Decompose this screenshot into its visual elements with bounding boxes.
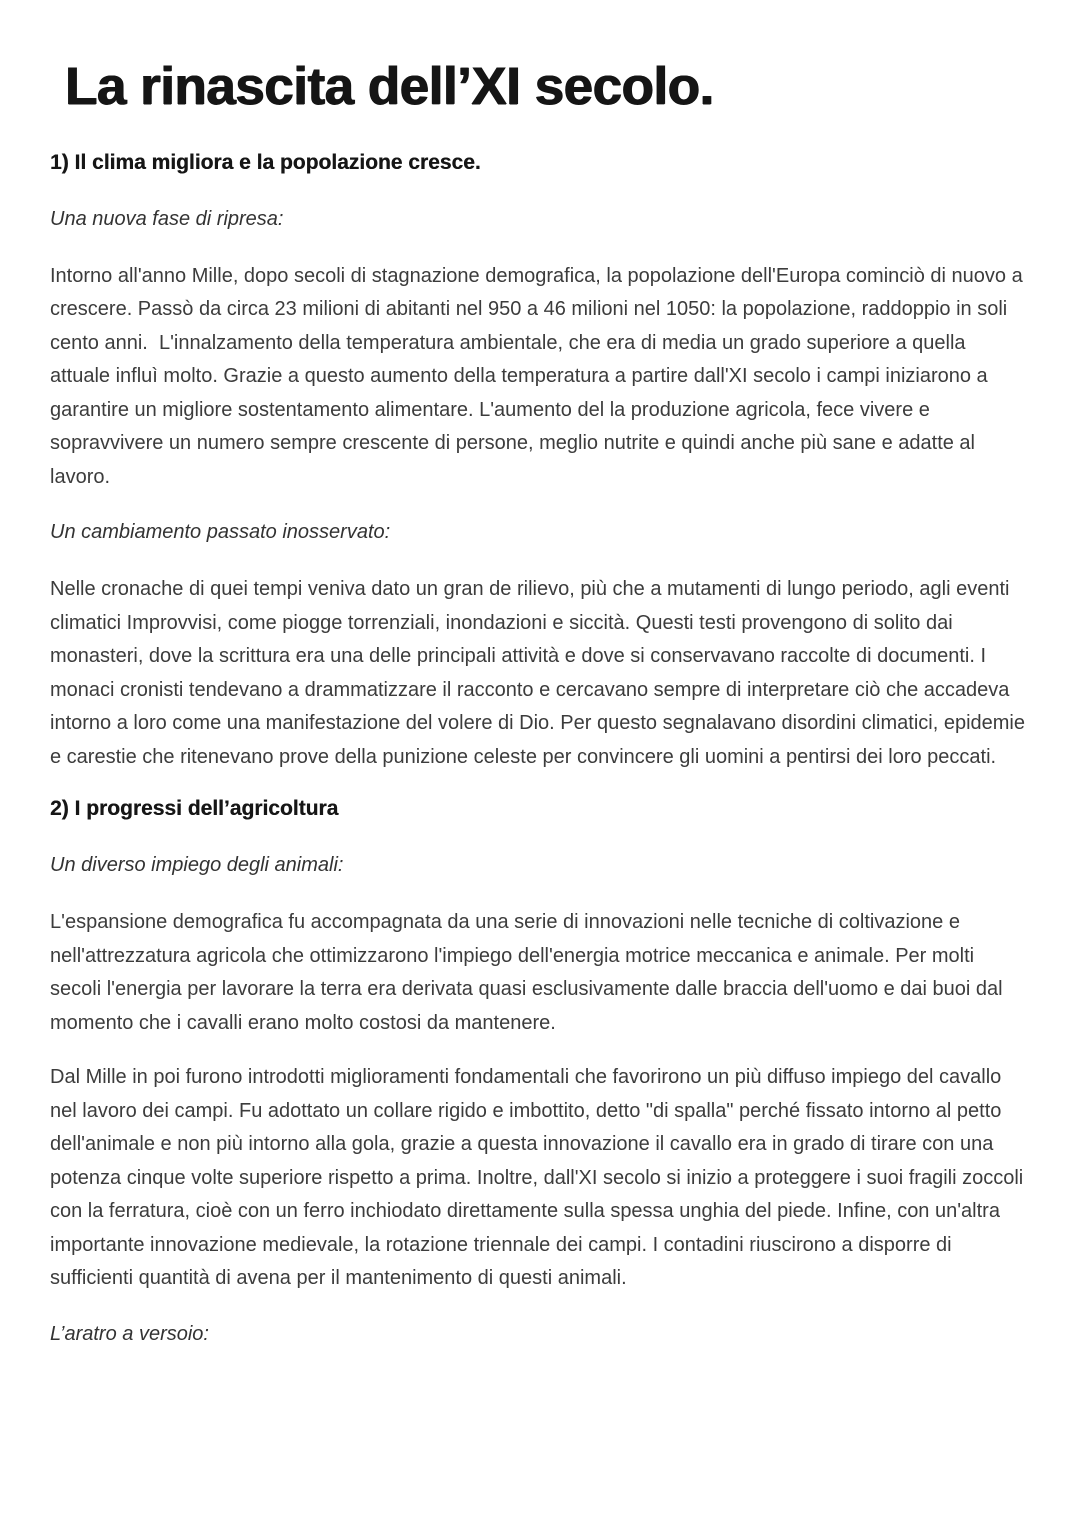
page-title: La rinascita dell’XI secolo.: [65, 57, 714, 116]
subheading-cambiamento-inosservato: Un cambiamento passato inosservato:: [50, 521, 391, 544]
paragraph-miglioramenti-cavallo: Dal Mille in poi furono introdotti miglioramenti fondamentali che favorirono un più diffuso impiego del cavallo nel lavoro dei campi. Fu adottato un collare rigido e imbottito, detto "di spalla" perché fissato intorno al petto dell'animale e non più intorno alla gola, grazie a questa innovazione il cavallo era in grado di tirare con una potenza cinque volte superiore rispetto a prima. Inoltre, dall'XI secolo si inizio a proteggere i suoi fragili zoccoli con la ferratura, cioè con un ferro inchiodato direttamente sulla spessa unghia del piede. Infine, con un'altra importante innovazione medievale, la rotazione triennale dei campi. I contadini riuscirono a disporre di sufficienti quantità di avena per il mantenimento di questi animali.: [50, 1066, 1024, 1290]
subheading-una-nuova-fase: Una nuova fase di ripresa:: [50, 207, 284, 230]
paragraph-crescita-popolazione: Intorno all'anno Mille, dopo secoli di stagnazione demografica, la popolazione dell'Europa cominciò di nuovo a crescere. Passò da circa 23 milioni di abitanti nel 950 a 46 milioni nel 1050: la popolazione, raddoppio in soli cento anni. L'innalzamento della temperatura ambientale, che era di media un grado superiore a quella attuale influì molto. Grazie a questo aumento della temperatura a partire dall'XI secolo i campi iniziarono a garantire un migliore sostentamento alimentare. L'aumento del la produzione agricola, fece vivere e sopravvivere un numero sempre crescente di persone, meglio nutrite e quindi anche più sane e adatte al lavoro.: [50, 264, 1023, 488]
section-heading-2: 2) I progressi dell’agricoltura: [50, 797, 339, 821]
subheading-aratro-versoio: L’aratro a versoio:: [50, 1322, 209, 1345]
paragraph-cronache-monasteri: Nelle cronache di quei tempi veniva dato un gran de rilievo, più che a mutamenti di lungo periodo, agli eventi climatici Improvvisi, come piogge torrenziali, inondazioni e siccità. Questi testi provengono di solito dai monasteri, dove la scrittura era una delle principali attività e dove si conservavano raccolte di documenti. I monaci cronisti tendevano a drammatizzare il racconto e cercavano sempre di interpretare ciò che accadeva intorno a loro come una manifestazione del volere di Dio. Per questo segnalavano disordini climatici, epidemie e carestie che ritenevano prove della punizione celeste per convincere gli uomini a pentirsi dei loro peccati.: [50, 578, 1025, 768]
subheading-impiego-animali: Un diverso impiego degli animali:: [50, 854, 344, 877]
section-heading-1: 1) Il clima migliora e la popolazione cresce.: [50, 150, 481, 174]
paragraph-espansione-demografica: L'espansione demografica fu accompagnata da una serie di innovazioni nelle tecniche di coltivazione e nell'attrezzatura agricola che ottimizzarono l'impiego dell'energia motrice meccanica e animale. Per molti secoli l'energia per lavorare la terra era derivata quasi esclusivamente dalle braccia dell'uomo e dai buoi dal momento che i cavalli erano molto costosi da mantenere.: [50, 911, 1003, 1034]
